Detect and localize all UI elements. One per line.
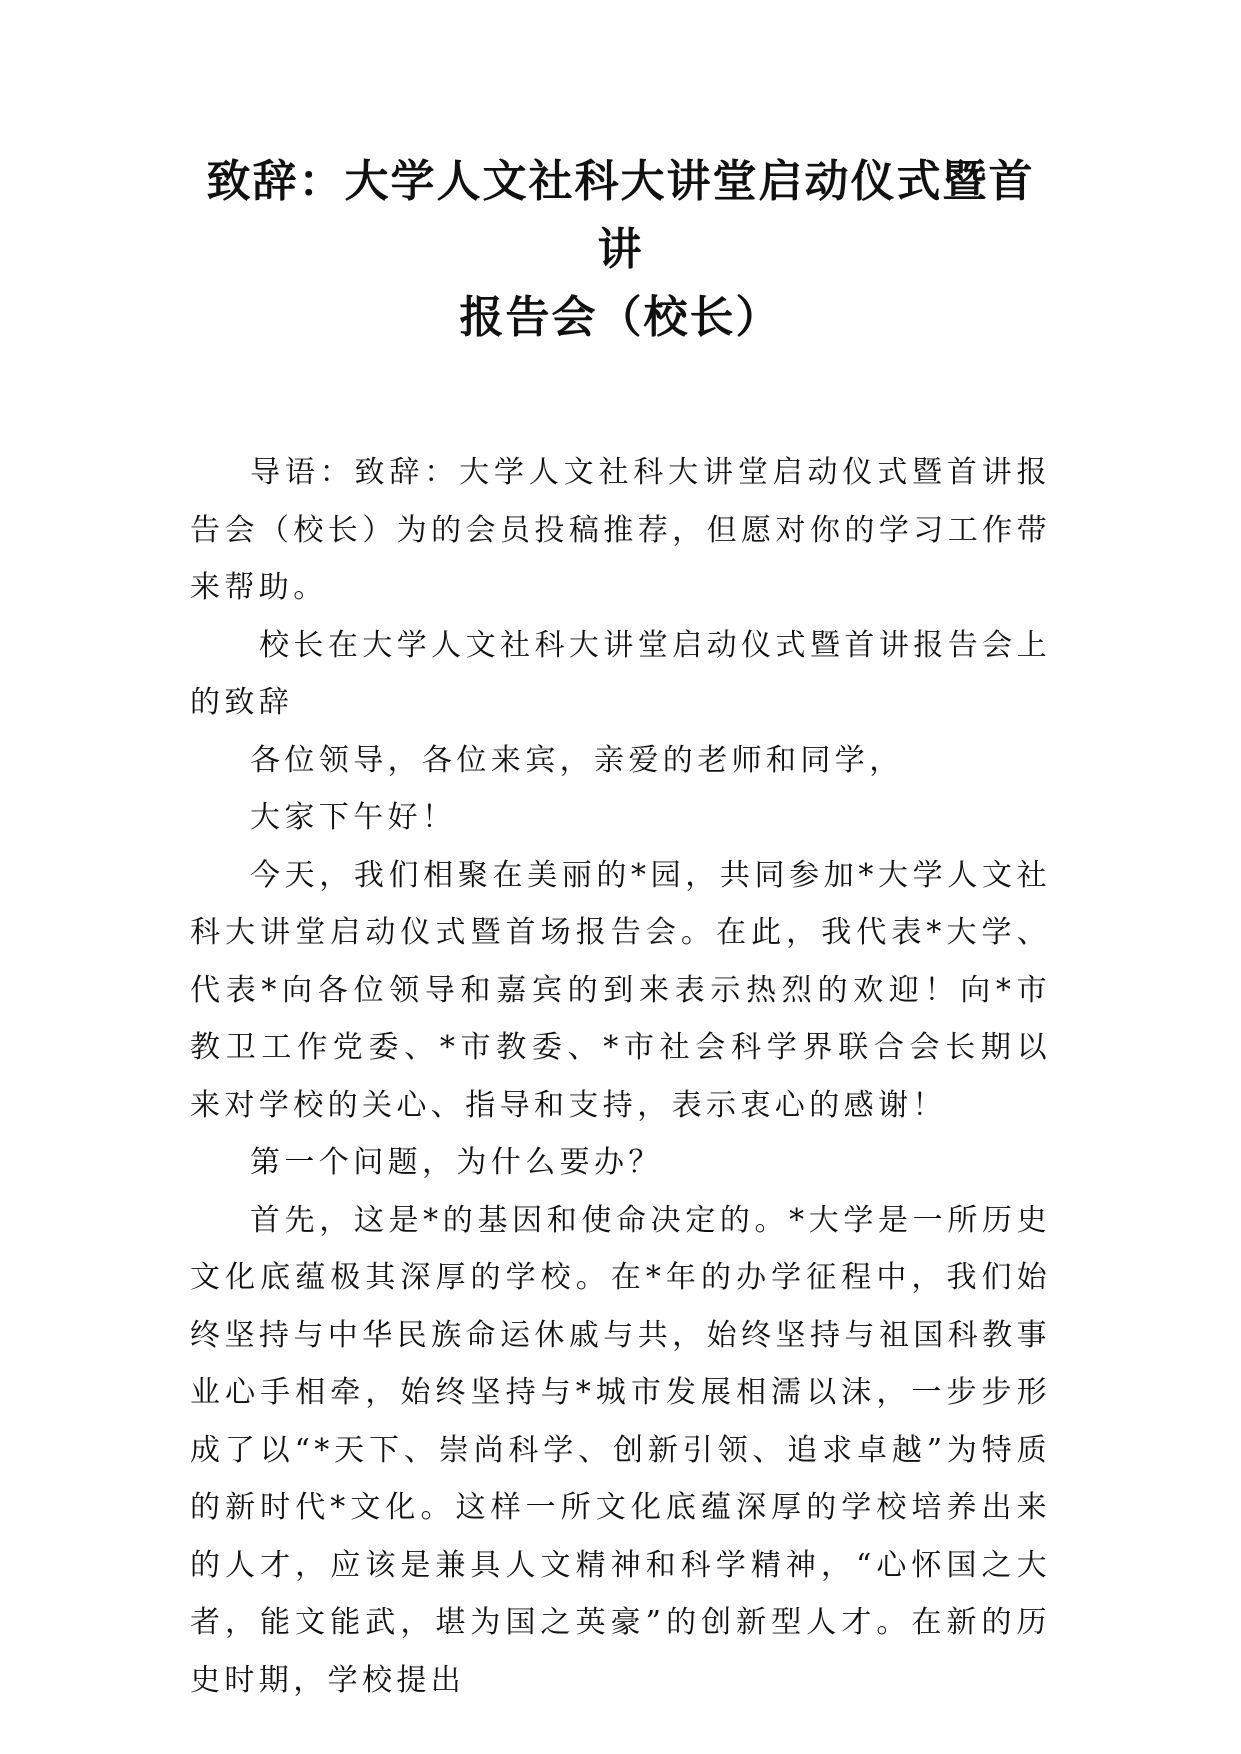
lead-paragraph: 导语：致辞：大学人文社科大讲堂启动仪式暨首讲报告会（校长）为的会员投稿推荐，但愿对你的学习工作带来帮助。 bbox=[190, 455, 1051, 605]
title-line-1: 致辞：大学人文社科大讲堂启动仪式暨首讲 bbox=[206, 156, 1035, 275]
speech-subtitle: 校长在大学人文社科大讲堂启动仪式暨首讲报告会上的致辞 bbox=[190, 627, 1051, 720]
document-body bbox=[190, 444, 1051, 1709]
greeting: 大家下午好！ bbox=[250, 800, 457, 835]
section-heading: 第一个问题，为什么要办？ bbox=[250, 1145, 663, 1180]
welcome-paragraph: 今天，我们相聚在美丽的*园，共同参加*大学人文社科大讲堂启动仪式暨首场报告会。在此，我代表*大学、代表*向各位领导和嘉宾的到来表示热烈的欢迎！向*市教卫工作党委、*市教委、*市社会科学界联合会长期以来对学校的关心、指导和支持，表示衷心的感谢！ bbox=[190, 857, 1051, 1123]
document-title bbox=[190, 0, 1051, 352]
salutation: 各位领导，各位来宾，亲爱的老师和同学， bbox=[250, 742, 904, 778]
body-paragraph: 首先，这是*的基因和使命决定的。*大学是一所历史文化底蕴极其深厚的学校。在*年的办学征程中，我们始终坚持与中华民族命运休戚与共，始终坚持与祖国科教事业心手相牵，始终坚持与*城市发展相濡以沫，一步步形成了以“*天下、崇尚科学、创新引领、追求卓越”为特质的新时代*文化。这样一所文化底蕴深厚的学校培养出来的人才，应该是兼具人文精神和科学精神，“心怀国之大者，能文能武，堪为国之英豪”的创新型人才。在新的历史时期，学校提出 bbox=[190, 1202, 1051, 1698]
title-line-2: 报告会（校长） bbox=[459, 292, 782, 343]
